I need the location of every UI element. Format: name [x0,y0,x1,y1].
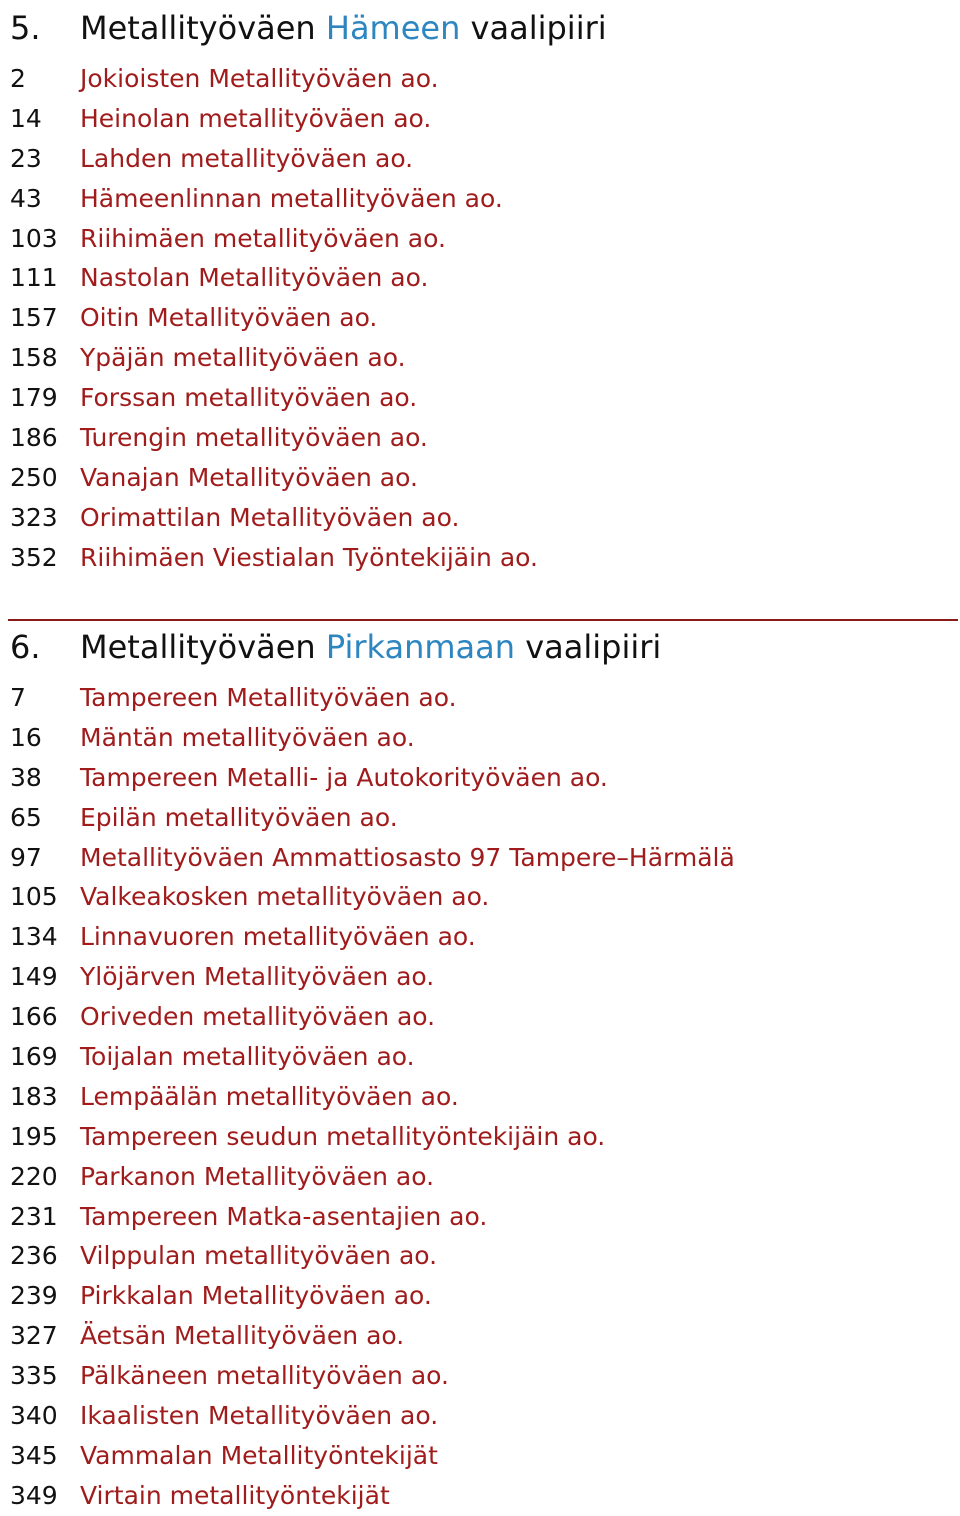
union-name: Tampereen Metalli- ja Autokorityöväen ao. [80,762,608,792]
union-name: Nastolan Metallityöväen ao. [80,263,429,293]
union-number: 7 [10,683,26,712]
union-name: Pälkäneen metallityöväen ao. [80,1361,449,1391]
union-number: 179 [10,383,58,413]
union-number: 14 [10,103,42,133]
union-number: 65 [10,802,42,832]
union-name: Vilppulan metallityöväen ao. [80,1241,438,1271]
union-number: 169 [10,1042,58,1072]
union-name: Lahden metallityöväen ao. [80,143,414,173]
union-name: Valkeakosken metallityöväen ao. [80,882,490,912]
union-name: Jokioisten Metallityöväen ao. [80,64,439,93]
union-name: Oitin Metallityöväen ao. [80,303,378,333]
union-number: 149 [10,962,58,992]
union-name: Riihimäen Viestialan Työntekijäin ao. [80,542,538,572]
title-suffix: vaalipiiri [525,628,662,666]
union-number: 220 [10,1161,58,1191]
union-number: 43 [10,183,42,213]
union-name: Hämeenlinnan metallityöväen ao. [80,183,503,213]
union-name: Ikaalisten Metallityöväen ao. [80,1401,439,1431]
union-name: Vammalan Metallityöntekijät [80,1440,438,1470]
union-number: 97 [10,842,42,872]
union-number: 352 [10,542,58,572]
section-number: 6. [10,628,41,666]
union-number: 195 [10,1121,58,1151]
union-name: Äetsän Metallityöväen ao. [80,1321,405,1351]
union-number: 239 [10,1281,58,1311]
union-name: Riihimäen metallityöväen ao. [80,223,446,253]
union-number: 38 [10,762,42,792]
union-number: 250 [10,462,58,492]
union-name: Ylöjärven Metallityöväen ao. [80,962,435,992]
union-number: 335 [10,1361,58,1391]
union-name: Tampereen Matka-asentajien ao. [80,1201,488,1231]
union-name: Pirkkalan Metallityöväen ao. [80,1281,432,1311]
union-number: 111 [10,263,58,293]
union-name: Toijalan metallityöväen ao. [80,1042,415,1072]
title-prefix: Metallityöväen [80,628,316,666]
union-number: 157 [10,303,58,333]
union-number: 349 [10,1480,58,1510]
union-number: 23 [10,143,42,173]
union-name: Tampereen seudun metallityöntekijäin ao. [80,1121,606,1151]
union-name: Oriveden metallityöväen ao. [80,1002,436,1032]
region-name: Hämeen [325,9,461,47]
section-title [80,619,661,675]
union-number: 340 [10,1401,58,1431]
union-name: Parkanon Metallityöväen ao. [80,1161,435,1191]
union-number: 323 [10,502,58,532]
union-number: 183 [10,1081,58,1111]
union-name: Orimattilan Metallityöväen ao. [80,502,460,532]
union-number: 2 [10,64,26,93]
union-name: Linnavuoren metallityöväen ao. [80,922,476,952]
union-name: Turengin metallityöväen ao. [80,423,428,453]
region-name: Pirkanmaan [325,628,516,666]
section-number: 5. [10,9,41,47]
union-number: 158 [10,343,58,373]
union-name: Tampereen Metallityöväen ao. [80,683,457,712]
title-prefix: Metallityöväen [80,9,316,47]
union-number: 327 [10,1321,58,1351]
union-name: Ypäjän metallityöväen ao. [80,343,406,373]
union-name: Mäntän metallityöväen ao. [80,722,415,752]
union-name: Vanajan Metallityöväen ao. [80,462,418,492]
union-number: 103 [10,223,58,253]
union-name: Forssan metallityöväen ao. [80,383,418,413]
section-title [80,0,607,56]
title-suffix: vaalipiiri [470,9,607,47]
union-number: 166 [10,1002,58,1032]
union-name: Heinolan metallityöväen ao. [80,103,432,133]
union-name: Virtain metallityöntekijät [80,1480,390,1510]
union-number: 231 [10,1201,58,1231]
union-number: 186 [10,423,58,453]
union-number: 16 [10,722,42,752]
union-name: Metallityöväen Ammattiosasto 97 Tampere–Härmälä [80,842,735,872]
union-name: Epilän metallityöväen ao. [80,802,398,832]
union-number: 134 [10,922,58,952]
union-number: 345 [10,1440,58,1470]
union-number: 105 [10,882,58,912]
union-number: 236 [10,1241,58,1271]
union-name: Lempäälän metallityöväen ao. [80,1081,459,1111]
